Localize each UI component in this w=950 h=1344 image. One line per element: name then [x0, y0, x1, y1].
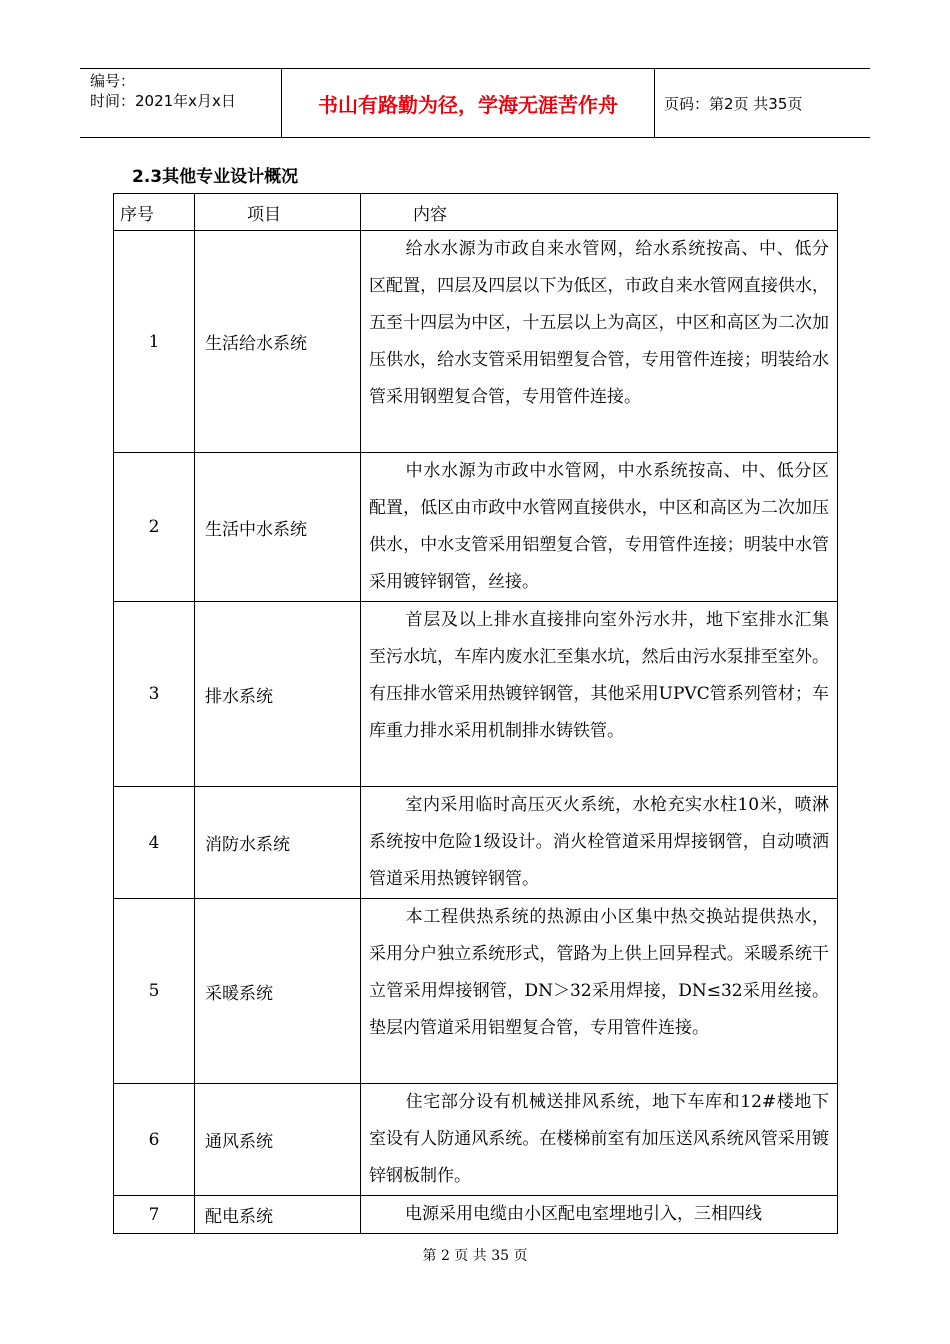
- table-row: [114, 231, 838, 453]
- table-row: [114, 899, 838, 1084]
- row-number: 5: [114, 899, 195, 1084]
- row-content-cell: [361, 787, 838, 899]
- table-row: [114, 453, 838, 602]
- row-item: 消防水系统: [195, 787, 361, 899]
- row-content-cell: [361, 231, 838, 453]
- row-number: 3: [114, 602, 195, 787]
- row-content: 给水水源为市政自来水管网，给水系统按高、中、低分区配置，四层及四层以下为低区，市政自来水管网直接供水，五至十四层为中区，十五层以上为高区，中区和高区为二次加压供水，给水支管采用铝塑复合管，专用管件连接；明装给水管采用钢塑复合管，专用管件连接。: [369, 239, 829, 407]
- row-content: 中水水源为市政中水管网，中水系统按高、中、低分区配置，低区由市政中水管网直接供水，中区和高区为二次加压供水，中水支管采用铝塑复合管，专用管件连接；明装中水管采用镀锌钢管，丝接。: [369, 461, 829, 592]
- row-item: 排水系统: [195, 602, 361, 787]
- table-row: [114, 787, 838, 899]
- row-content-cell: [361, 899, 838, 1084]
- header-page-label: 页码：第2页 共35页: [664, 94, 803, 113]
- page-footer: 第 2 页 共 35 页: [422, 1248, 528, 1264]
- row-content: 室内采用临时高压灭火系统，水枪充实水柱10米，喷淋系统按中危险1级设计。消火栓管道采用焊接钢管，自动喷洒管道采用热镀锌钢管。: [369, 795, 829, 889]
- header-meta: [80, 69, 282, 137]
- row-item: 配电系统: [195, 1196, 361, 1234]
- row-item: 采暖系统: [195, 899, 361, 1084]
- header-motto: 书山有路勤为径，学海无涯苦作舟: [282, 69, 655, 137]
- document-number-label: 编号：: [90, 72, 136, 90]
- table-header-row: [114, 194, 838, 231]
- row-item: 生活中水系统: [195, 453, 361, 602]
- column-header-item: 项目: [195, 194, 361, 231]
- row-item: 通风系统: [195, 1084, 361, 1196]
- column-header-content: 内容: [361, 194, 838, 231]
- row-content: 住宅部分设有机械送排风系统，地下车库和12#楼地下室设有人防通风系统。在楼梯前室有加压送风系统风管采用镀锌钢板制作。: [369, 1092, 829, 1186]
- row-content-cell: [361, 453, 838, 602]
- document-date-label: 时间：2021年x月x日: [90, 92, 236, 110]
- column-header-number: 序号: [114, 194, 195, 231]
- row-number: 4: [114, 787, 195, 899]
- row-content: 电源采用电缆由小区配电室埋地引入，三相四线: [405, 1204, 762, 1224]
- row-item: 生活给水系统: [195, 231, 361, 453]
- row-content: 首层及以上排水直接排向室外污水井，地下室排水汇集至污水坑，车库内废水汇至集水坑，然后由污水泵排至室外。有压排水管采用热镀锌钢管，其他采用UPVC管系列管材；车库重力排水采用机制排水铸铁管。: [369, 610, 829, 741]
- page-header: [80, 68, 870, 138]
- row-number: 7: [114, 1196, 195, 1234]
- row-content-cell: [361, 602, 838, 787]
- row-number: 6: [114, 1084, 195, 1196]
- table-row: [114, 1084, 838, 1196]
- row-number: 2: [114, 453, 195, 602]
- row-number: 1: [114, 231, 195, 453]
- table-row: [114, 602, 838, 787]
- table-row: [114, 1196, 838, 1234]
- row-content-cell: [361, 1084, 838, 1196]
- section-title: 2.3其他专业设计概况: [132, 167, 299, 187]
- row-content-cell: [361, 1196, 838, 1234]
- design-overview-table: [113, 193, 838, 1234]
- row-content: 本工程供热系统的热源由小区集中热交换站提供热水，采用分户独立系统形式，管路为上供上回异程式。采暖系统干立管采用焊接钢管，DN＞32采用焊接，DN≤32采用丝接。垫层内管道采用铝塑复合管，专用管件连接。: [369, 907, 829, 1038]
